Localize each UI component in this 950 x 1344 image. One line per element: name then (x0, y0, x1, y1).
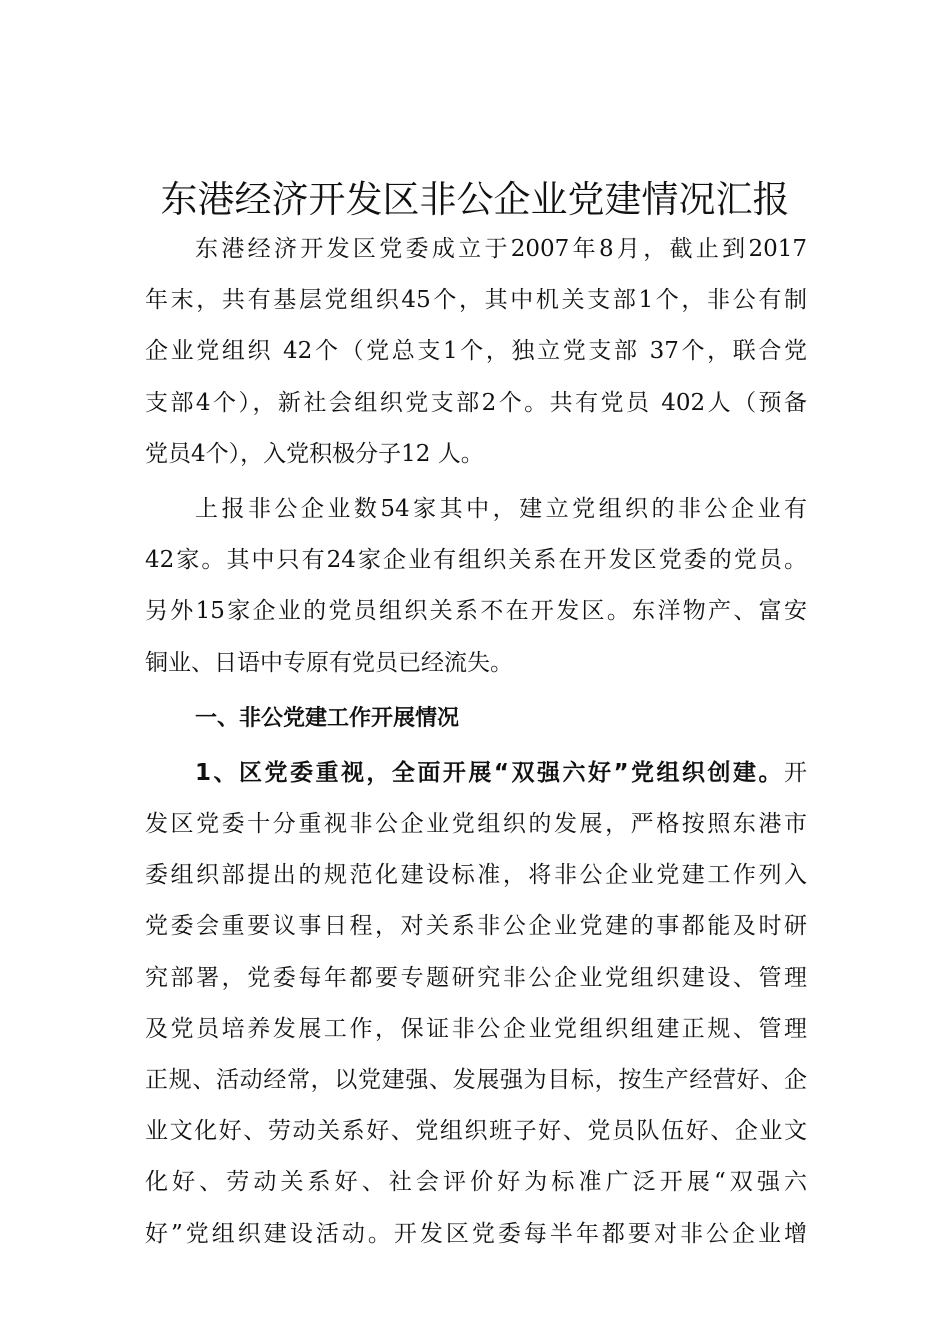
text-line: 东港经济开发区党委成立于2007年8月，截止到2017 (195, 236, 807, 262)
text-line: 党委会重要议事日程，对关系非公企业党建的事都能及时研 (145, 913, 807, 940)
paragraph-enterprise-stats (145, 484, 807, 689)
text-line: 业文化好、劳动关系好、党组织班子好、党员队伍好、企业文 (145, 1118, 807, 1145)
section-heading: 一、非公党建工作开展情况 (195, 705, 460, 731)
text-line (145, 748, 807, 799)
document-title: 东港经济开发区非公企业党建情况汇报 (160, 178, 790, 221)
text-line: 化好、劳动关系好、社会评价好为标准广泛开展“双强六 (145, 1169, 807, 1196)
text-line: 另外15家企业的党员组织关系不在开发区。东洋物产、富安 (145, 598, 807, 625)
text-line: 支部4个），新社会组织党支部2个。共有党员 402人（预备 (145, 389, 807, 416)
text-line: 铜业、日语中专原有党员已经流失。 (145, 649, 513, 676)
text-line: 好”党组织建设活动。开发区党委每半年都要对非公企业增 (145, 1220, 807, 1247)
paragraph-lead-sentence: 1、区党委重视，全面开展“双强六好”党组织创建。 (195, 759, 784, 786)
paragraph-party-overview (145, 224, 807, 480)
text-line: 上报非公企业数54家其中，建立党组织的非公企业有 (195, 495, 807, 522)
paragraph-party-committee (145, 748, 807, 1260)
text-line: 及党员培养发展工作，保证非公企业党组织组建正规、管理 (145, 1015, 807, 1042)
text-fragment: 开 (784, 759, 807, 786)
text-line: 究部署，党委每年都要专题研究非公企业党组织建设、管理 (145, 964, 807, 991)
text-line: 企业党组织 42个（党总支1个，独立党支部 37个，联合党 (145, 338, 807, 365)
text-line: 党员4个），入党积极分子12 人。 (145, 440, 484, 467)
text-line: 年末，共有基层党组织45个，其中机关支部1个，非公有制 (145, 287, 807, 314)
text-line: 正规、活动经常，以党建强、发展强为目标，按生产经营好、企 (145, 1067, 807, 1093)
text-line: 委组织部提出的规范化建设标准，将非公企业党建工作列入 (145, 862, 807, 889)
document-body (145, 224, 807, 1260)
text-line: 发区党委十分重视非公企业党组织的发展，严格按照东港市 (145, 811, 807, 838)
text-line: 42家。其中只有24家企业有组织关系在开发区党委的党员。 (145, 547, 807, 574)
